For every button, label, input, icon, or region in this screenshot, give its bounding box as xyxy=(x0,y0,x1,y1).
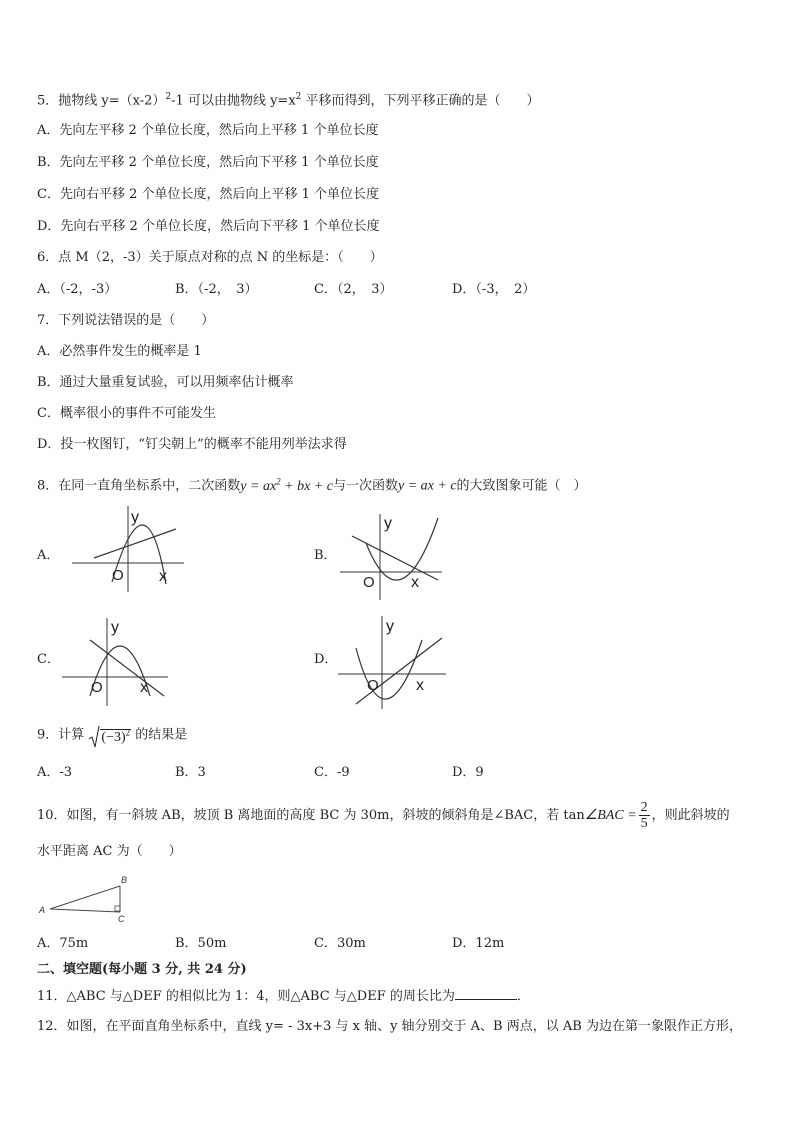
q10-option-c: C．30m xyxy=(314,936,366,951)
linear-line xyxy=(356,638,442,704)
q11-answer-blank[interactable] xyxy=(455,987,517,1000)
q10-stem-c: 水平距离 AC 为（ ） xyxy=(37,844,182,859)
q8-label-a: A． xyxy=(37,548,60,563)
q9-stem-b: 的结果是 xyxy=(135,727,188,743)
y-label: y xyxy=(131,509,139,526)
q5-option-b: B．先向左平移 2 个单位长度，然后向下平移 1 个单位长度 xyxy=(37,155,379,170)
sqrt-expression xyxy=(88,720,131,750)
q9-radicand: (−3) xyxy=(101,729,126,745)
q10-stem-a: 10．如图，有一斜坡 AB，坡顶 B 离地面的高度 BC 为 30m，斜坡的倾斜角是∠BAC，若 tan xyxy=(37,808,585,823)
q8-stem-c: 的大致图象可能（ ） xyxy=(456,478,587,494)
label-a: A xyxy=(39,905,46,915)
q10-stem-b: ，则此斜坡的 xyxy=(651,808,730,823)
q5-stem-a: 5．抛物线 y=（x-2） xyxy=(37,93,166,109)
q5-stem xyxy=(37,88,540,110)
q6-stem: 6．点 M（2，-3）关于原点对称的点 N 的坐标是：（ ） xyxy=(37,250,383,265)
q10-slope-figure xyxy=(36,872,136,922)
q9-option-b: B．3 xyxy=(175,765,206,780)
q10-fraction: $\frac{2}{5}$ xyxy=(640,800,648,831)
q10-option-a: A．75m xyxy=(37,936,89,951)
origin-label: O xyxy=(363,574,375,591)
q5-option-c: C．先向右平移 2 个单位长度，然后向上平移 1 个单位长度 xyxy=(37,187,380,202)
x-label: x xyxy=(159,568,167,585)
q5-stem-b: -1 可以由抛物线 y=x xyxy=(171,93,296,109)
origin-label: O xyxy=(112,567,124,584)
q5-stem-c: 平移而得到，下列平移正确的是（ ） xyxy=(301,93,540,109)
q7-option-a: A．必然事件发生的概率是 1 xyxy=(37,344,202,359)
q11-stem xyxy=(37,987,530,1006)
q8-stem-a: 8．在同一直角坐标系中，二次函数 xyxy=(37,478,241,494)
q11-stem-b: ． xyxy=(516,989,530,1004)
x-label: x xyxy=(416,677,424,694)
label-b: B xyxy=(121,875,128,885)
sqrt-radical-icon xyxy=(88,725,100,749)
q8-graph-a xyxy=(68,502,188,592)
q5-sup: 2 xyxy=(165,92,172,102)
q10-option-d: D．12m xyxy=(452,936,505,951)
q9-option-d: D．9 xyxy=(452,765,484,780)
q7-stem: 7．下列说法错误的是（ ） xyxy=(37,313,215,328)
q5-sup2: 2 xyxy=(295,92,302,102)
q10-stem xyxy=(37,800,730,831)
q8-func2: y = ax + c xyxy=(398,478,457,494)
q10-option-b: B．50m xyxy=(175,936,227,951)
q9-stem xyxy=(37,720,187,750)
x-label: x xyxy=(140,679,148,696)
q11-stem-a: 11．△ABC 与△DEF 的相似比为 1：4，则△ABC 与△DEF 的周长比为 xyxy=(37,989,455,1004)
q9-option-c: C．-9 xyxy=(314,765,350,780)
q8-label-c: C． xyxy=(37,652,60,667)
q9-radicand-sup: 2 xyxy=(125,727,131,737)
slope-ab xyxy=(50,886,120,909)
side-ac xyxy=(50,909,120,912)
q8-graph-b xyxy=(338,510,448,602)
right-angle-mark xyxy=(115,906,120,911)
q10-angle: ∠BAC = xyxy=(584,808,637,823)
q8-func1: $y = ax^2$ + bx + c xyxy=(240,476,333,494)
q9-stem-a: 9．计算 xyxy=(37,727,85,743)
q8-label-d: D． xyxy=(314,652,338,667)
q8-label-b: B． xyxy=(314,548,337,563)
q5-option-a: A．先向左平移 2 个单位长度，然后向上平移 1 个单位长度 xyxy=(37,123,379,138)
q9-option-a: A．-3 xyxy=(37,765,73,780)
q12-stem: 12．如图，在平面直角坐标系中，直线 y= - 3x+3 与 x 轴、y 轴分别交于 A、B 两点，以 AB 为边在第一象限作正方形， xyxy=(37,1019,742,1034)
q7-option-b: B．通过大量重复试验，可以用频率估计概率 xyxy=(37,375,294,390)
q6-option-b: B．（-2， 3） xyxy=(175,282,258,297)
parabola-curve xyxy=(356,640,422,699)
q8-stem-b: 与一次函数 xyxy=(332,478,398,494)
q6-option-a: A．（-2，-3） xyxy=(37,282,118,297)
linear-line xyxy=(94,529,176,558)
y-label: y xyxy=(386,618,394,635)
q7-option-c: C．概率很小的事件不可能发生 xyxy=(37,406,216,421)
origin-label: O xyxy=(367,677,379,694)
y-label: y xyxy=(384,515,392,532)
y-label: y xyxy=(111,619,119,636)
q5-option-d: D．先向右平移 2 个单位长度，然后向下平移 1 个单位长度 xyxy=(37,219,380,234)
q8-stem xyxy=(37,472,587,496)
q6-option-d: D．（-3， 2） xyxy=(452,282,536,297)
x-label: x xyxy=(411,574,419,591)
label-c: C xyxy=(118,914,125,922)
origin-label: O xyxy=(91,679,103,696)
section-2-title: 二、填空题(每小题 3 分, 共 24 分) xyxy=(37,962,247,977)
q7-option-d: D．投一枚图钉，“钉尖朝上”的概率不能用列举法求得 xyxy=(37,437,347,452)
q8-graph-d xyxy=(334,614,450,710)
q8-graph-c xyxy=(60,616,170,706)
q6-option-c: C．（2， 3） xyxy=(314,282,393,297)
